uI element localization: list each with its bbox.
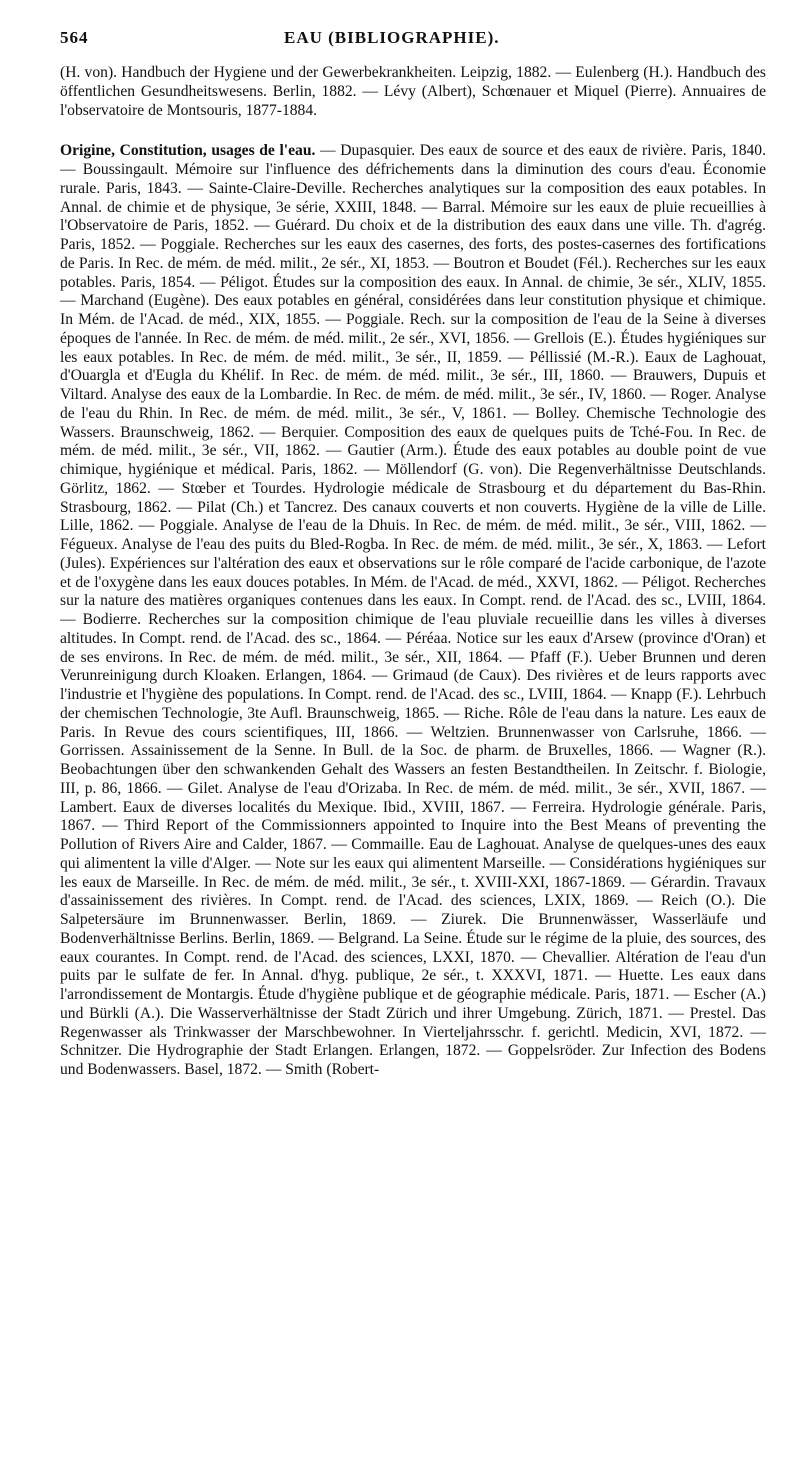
running-title: EAU (BIBLIOGRAPHIE). (284, 28, 500, 47)
section-paragraph (60, 142, 766, 1080)
section-heading: Origine, Constitution, usages de l'eau. (60, 142, 316, 160)
lead-paragraph: (H. von). Handbuch der Hygiene und der Gewerbekrankheiten. Leipzig, 1882. — Eulenberg (H.). Handbuch des öffentlichen Gesundheitswesens. Berlin, 1882. — Lévy (Albert), Schœnauer et Miquel (Pierre). Annuaires de l'observatoire de Montsouris, 1877-1884. (60, 64, 766, 119)
section-body: — Dupasquier. Des eaux de source et des eaux de rivière. Paris, 1840. — Boussingault. Mémoire sur l'influence des défrichements dans la diminution des cours d'eau. Économie rurale. Paris, 1843. — Sainte-Claire-Deville. Recherches analytiques sur la composition des eaux potables. In Annal. de chimie et de physique, 3e série, XXIII, 1848. — Barral. Mémoire sur les eaux de pluie recueillies à l'Observatoire de Paris, 1852. — Guérard. Du choix et de la distribution des eaux dans une ville. Th. d'agrég. Paris, 1852. — Poggiale. Recherches sur les eaux des casernes, des forts, des postes-casernes des fortifications de Paris. In Rec. de mém. de méd. milit., 2e sér., XI, 1853. — Boutron et Boudet (Fél.). Recherches sur les eaux potables. Paris, 1854. — Péligot. Études sur la composition des eaux. In Annal. de chimie, 3e sér., XLIV, 1855. — Marchand (Eugène). Des eaux potables en général, considérées dans leur constitution physique et chimique. In Mém. de l'Acad. de méd., XIX, 1855. — Poggiale. Rech. sur la composition de l'eau de la Seine à diverses époques de l'année. In Rec. de mém. de méd. milit., 2e sér., XVI, 1856. — Grellois (E.). Études hygiéniques sur les eaux potables. In Rec. de mém. de méd. milit., 3e sér., II, 1859. — Péllissié (M.-R.). Eaux de Laghouat, d'Ouargla et d'Eugla du Khélif. In Rec. de mém. de méd. milit., 3e sér., III, 1860. — Brauwers, Dupuis et Viltard. Analyse des eaux de la Lombardie. In Rec. de mém. de méd. milit., 3e sér., IV, 1860. — Roger. Analyse de l'eau du Rhin. In Rec. de mém. de méd. milit., 3e sér., V, 1861. — Bolley. Chemische Technologie des Wassers. Braunschweig, 1862. — Berquier. Composition des eaux de quelques puits de Tché-Fou. In Rec. de mém. de méd. milit., 3e sér., VII, 1862. — Gautier (Arm.). Étude des eaux potables au double point de vue chimique, hygiénique et médical. Paris, 1862. — Möllendorf (G. von). Die Regenverhältnisse Deutschlands. Görlitz, 1862. — Stœber et Tourdes. Hydrologie médicale de Strasbourg et du département du Bas-Rhin. Strasbourg, 1862. — Pilat (Ch.) et Tancrez. Des canaux couverts et non couverts. Hygiène de la ville de Lille. Lille, 1862. — Poggiale. Analyse de l'eau de la Dhuis. In Rec. de mém. de méd. milit., 3e sér., VIII, 1862. — Fégueux. Analyse de l'eau des puits du Bled-Rogba. In Rec. de mém. de méd. milit., 3e sér., X, 1863. — Lefort (Jules). Expériences sur l'altération des eaux et observations sur le rôle comparé de l'acide carbonique, de l'azote et de l'oxygène dans les eaux douces potables. In Mém. de l'Acad. de méd., XXVI, 1862. — Péligot. Recherches sur la nature des matières organiques contenues dans les eaux. In Compt. rend. de l'Acad. des sc., LVIII, 1864. — Bodierre. Recherches sur la composition chimique de l'eau pluviale recueillie dans les villes à diverses altitudes. In Compt. rend. de l'Acad. des sc., 1864. — Péréaa. Notice sur les eaux d'Arsew (province d'Oran) et de ses environs. In Rec. de mém. de méd. milit., 3e sér., XII, 1864. — Pfaff (F.). Ueber Brunnen und deren Verunreinigung durch Kloaken. Erlangen, 1864. — Grimaud (de Caux). Des rivières et de leurs rapports avec l'industrie et l'hygiène des populations. In Compt. rend. de l'Acad. des sc., LVIII, 1864. — Knapp (F.). Lehrbuch der chemischen Technologie, 3te Aufl. Braunschweig, 1865. — Riche. Rôle de l'eau dans la nature. Les eaux de Paris. In Revue des cours scientifiques, III, 1866. — Weltzien. Brunnenwasser von Carlsruhe, 1866. — Gorrissen. Assainissement de la Senne. In Bull. de la Soc. de pharm. de Bruxelles, 1866. — Wagner (R.). Beobachtungen über den schwankenden Gehalt des Wassers an festen Bestandtheilen. In Zeitschr. f. Biologie, III, p. 86, 1866. — Gilet. Analyse de l'eau d'Orizaba. In Rec. de mém. de méd. milit., 3e sér., XVII, 1867. — Lambert. Eaux de diverses localités du Mexique. Ibid., XVIII, 1867. — Ferreira. Hydrologie générale. Paris, 1867. — Third Report of the Commissionners appointed to Inquire into the Best Means of preventing the Pollution of Rivers Aire and Calder, 1867. — Commaille. Eau de Laghouat. Analyse de quelques-unes des eaux qui alimentent la ville d'Alger. — Note sur les eaux qui alimentent Marseille. — Considérations hygiéniques sur les eaux de Marseille. In Rec. de mém. de méd. milit., 3e sér., t. XVIII-XXI, 1867-1869. — Gérardin. Travaux d'assainissement des rivières. In Compt. rend. de l'Acad. des sciences, LXIX, 1869. — Reich (O.). Die Salpetersäure im Brunnenwasser. Berlin, 1869. — Ziurek. Die Brunnenwässer, Wasserläufe und Bodenverhältnisse Berlins. Berlin, 1869. — Belgrand. La Seine. Étude sur le régime de la pluie, des sources, des eaux courantes. In Compt. rend. de l'Acad. des sciences, LXXI, 1870. — Chevallier. Altération de l'eau d'un puits par le sulfate de fer. In Annal. d'hyg. publique, 2e sér., t. XXXVI, 1871. — Huette. Les eaux dans l'arrondissement de Montargis. Étude d'hygiène publique et de géographie médicale. Paris, 1871. — Escher (A.) und Bürkli (A.). Die Wasserverhältnisse der Stadt Zürich und ihrer Umgebung. Zürich, 1871. — Prestel. Das Regenwasser als Trinkwasser der Marschbewohner. In Vierteljahrsschr. f. gerichtl. Medicin, XVI, 1872. — Schnitzer. Die Hydrographie der Stadt Erlangen. Erlangen, 1872. — Goppelsröder. Zur Infection des Bodens und Bodenwassers. Basel, 1872. — Smith (Robert- (60, 142, 766, 1078)
page-number: 564 (60, 28, 89, 47)
page-header (60, 26, 766, 54)
page (60, 26, 766, 1080)
bibliography-text (60, 64, 766, 1080)
